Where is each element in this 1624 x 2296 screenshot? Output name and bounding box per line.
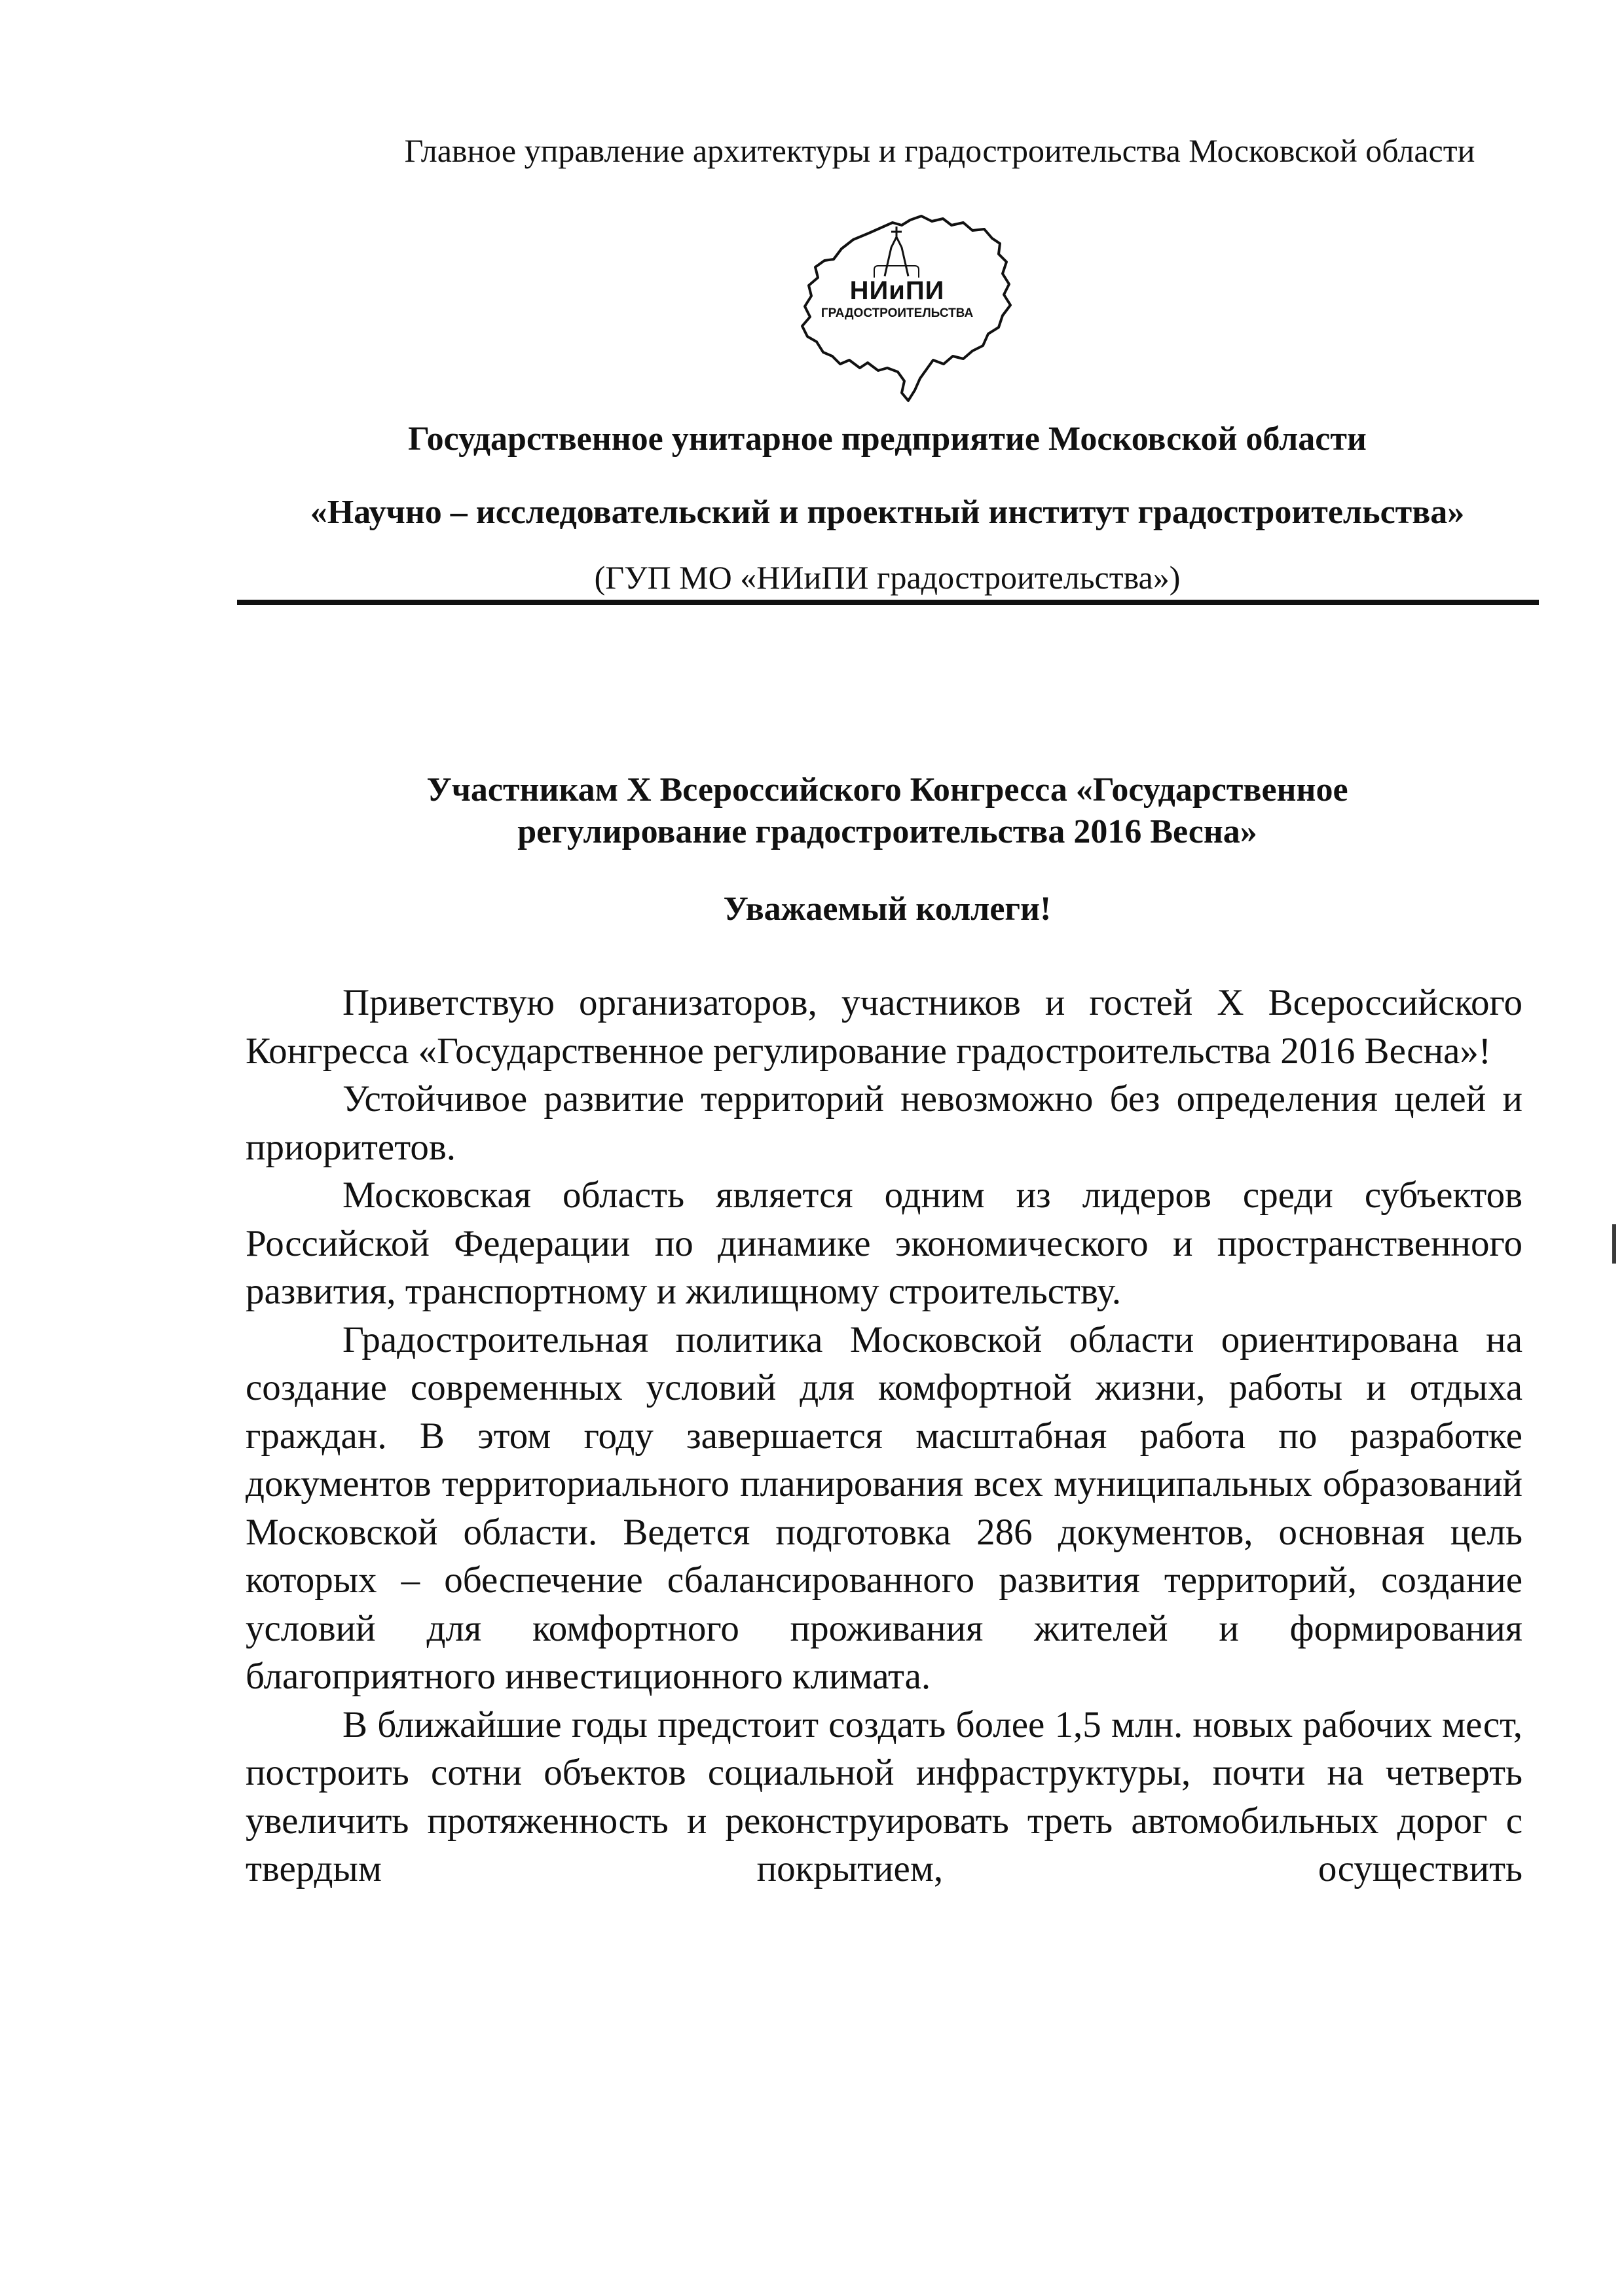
- body-paragraph: В ближайшие годы предстоит создать более 1,5 млн. новых рабочих мест, построить сотни объектов социальной инфраструктуры, почти на четверть увеличить протяженность и реконструировать треть автомобильных дорог с твердым покрытием, осуществить: [246, 1704, 1522, 1889]
- institute-logo: [776, 196, 1018, 406]
- department-heading: Главное управление архитектуры и градостроительства Московской области: [404, 132, 1475, 169]
- addressee-line-2: регулирование градостроительства 2016 Весна»: [517, 813, 1257, 850]
- letter-body: [246, 979, 1522, 1893]
- body-paragraph: Градостроительная политика Московской области ориентирована на создание современных условий для комфортной жизни, работы и отдыха граждан. В этом году завершается масштабная работа по разработке документов территориального планирования всех муниципальных образований Московской области. Ведется подготовка 286 документов, основная цель которых – обеспечение сбалансированного развития территорий, создание условий для комфортного проживания жителей и формирования благоприятного инвестиционного климата.: [246, 1319, 1522, 1697]
- organization-name-line-1: Государственное унитарное предприятие Московской области: [408, 420, 1367, 458]
- scan-edge-mark: [1612, 1224, 1616, 1264]
- organization-name-line-2: «Научно – исследовательский и проектный институт градостроительства»: [310, 494, 1465, 531]
- header-divider: [237, 600, 1539, 605]
- organization-abbreviation: (ГУП МО «НИиПИ градостроительства»): [594, 559, 1181, 596]
- logo-text-top: НИиПИ: [849, 276, 945, 305]
- logo-text-bottom: ГРАДОСТРОИТЕЛЬСТВА: [821, 306, 974, 320]
- addressee-block: [236, 769, 1539, 853]
- body-paragraph: Устойчивое развитие территорий невозможно без определения целей и приоритетов.: [246, 1078, 1522, 1168]
- salutation: Уважаемый коллеги!: [723, 890, 1052, 928]
- body-paragraph: Приветствую организаторов, участников и гостей X Всероссийского Конгресса «Государственное регулирование градостроительства 2016 Весна»!: [246, 982, 1522, 1072]
- body-paragraph: Московская область является одним из лидеров среди субъектов Российской Федерации по динамике экономического и пространственного развития, транспортному и жилищному строительству.: [246, 1175, 1522, 1312]
- addressee-line-1: Участникам X Всероссийского Конгресса «Государственное: [426, 771, 1348, 809]
